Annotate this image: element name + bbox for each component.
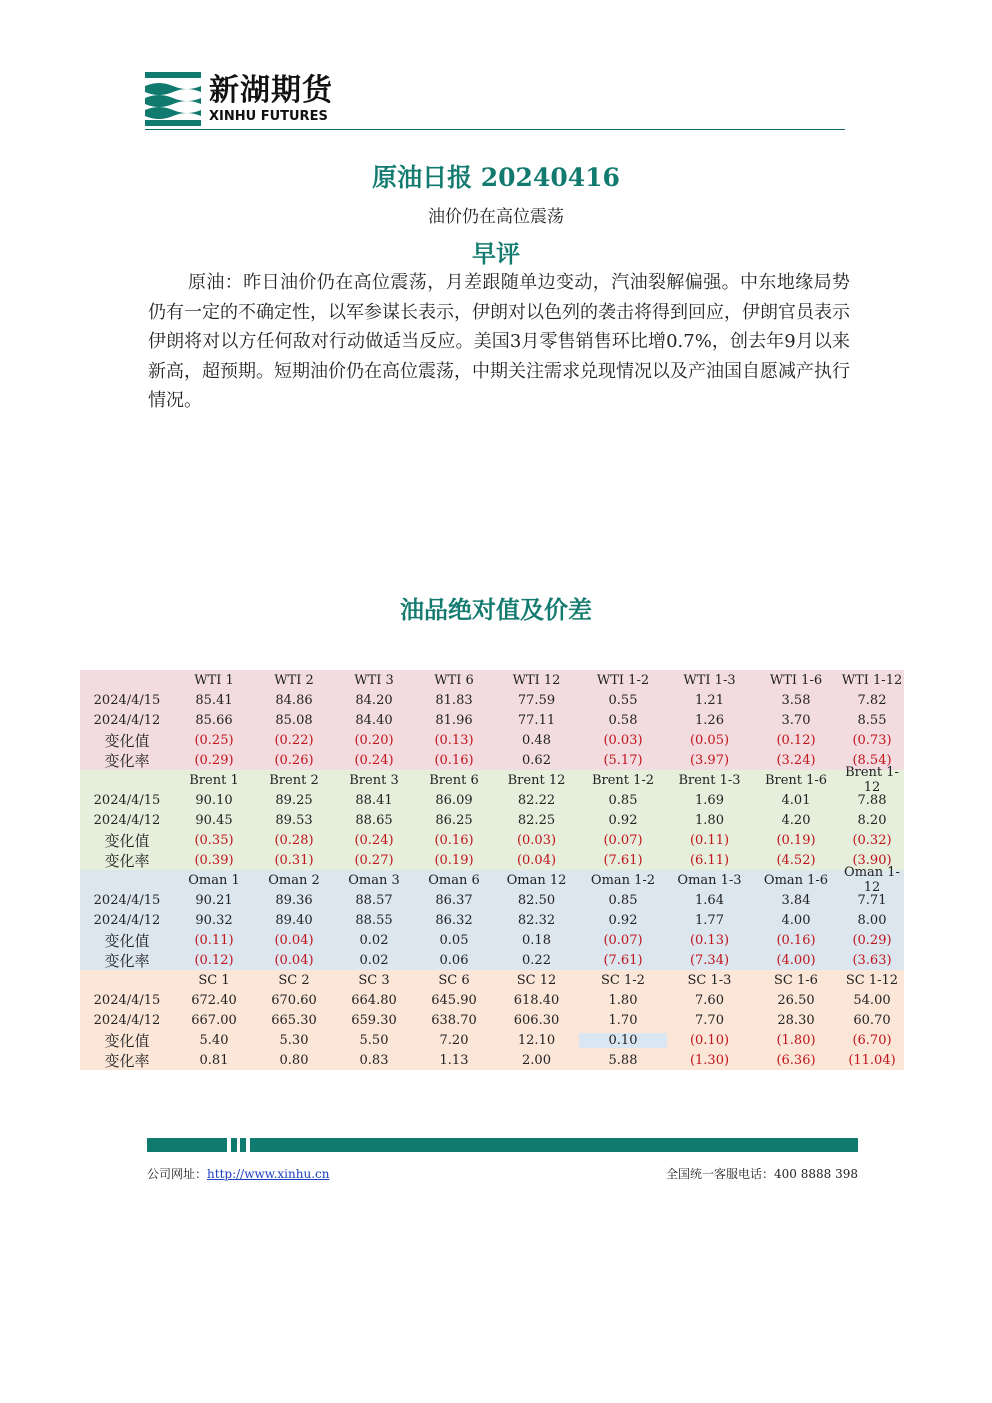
table-cell: 89.40 (275, 912, 313, 928)
table-cell: 638.70 (431, 1012, 477, 1028)
logo-chinese-name: 新湖期货 (209, 73, 333, 108)
footer-bar-mid (231, 1138, 237, 1152)
table-cell: 82.32 (517, 912, 556, 928)
table-cell: 90.32 (195, 912, 233, 928)
header-cell: Brent 1-3 (678, 772, 741, 788)
header-cell: SC 1-3 (687, 972, 732, 988)
table-row (80, 990, 904, 1010)
table-cell: 89.36 (275, 892, 313, 908)
table-row (80, 810, 904, 830)
table-cell: 85.41 (195, 692, 233, 708)
table-cell: 5.88 (608, 1052, 638, 1068)
table-title: 油品绝对值及价差 (400, 595, 592, 624)
header-cell: Oman 1-3 (677, 872, 742, 888)
table-cell: 0.48 (522, 732, 551, 748)
table-cell: (5.17) (603, 752, 643, 768)
table-row (80, 730, 904, 750)
table-cell: 645.90 (431, 992, 477, 1008)
table-cell: 0.05 (439, 932, 469, 948)
table-block-wti (80, 670, 904, 770)
row-label: 2024/4/12 (93, 712, 161, 728)
table-cell: 86.09 (435, 792, 473, 808)
row-label: 变化率 (104, 951, 150, 970)
company-logo (145, 72, 335, 126)
table-cell: (0.04) (516, 852, 557, 868)
row-label: 2024/4/12 (93, 812, 161, 828)
table-cell: 1.70 (608, 1012, 638, 1028)
table-cell: 8.00 (857, 912, 887, 928)
header-cell: Oman 1-2 (590, 872, 656, 888)
table-cell: 54.00 (853, 992, 891, 1008)
header-divider (145, 129, 845, 130)
table-cell: 1.69 (695, 792, 724, 808)
row-label: 变化值 (104, 1031, 150, 1050)
table-cell: 28.30 (777, 1012, 815, 1028)
header-cell: Oman 3 (348, 872, 400, 888)
row-label: 变化率 (104, 851, 150, 870)
table-cell: 88.65 (355, 812, 393, 828)
table-cell: 672.40 (191, 992, 237, 1008)
table-row (80, 830, 904, 850)
table-cell: 664.80 (351, 992, 397, 1008)
table-cell: (0.20) (354, 732, 394, 748)
header-cell: WTI 6 (434, 672, 474, 688)
table-cell: 82.50 (517, 892, 556, 908)
header-cell: Brent 1-6 (764, 772, 828, 788)
table-cell: 88.55 (355, 912, 393, 928)
table-cell: (0.28) (274, 832, 314, 848)
table-cell: (0.16) (434, 832, 474, 848)
table-block-brent (80, 765, 904, 870)
table-cell: (0.12) (776, 732, 816, 748)
header-cell: WTI 1-12 (841, 672, 903, 688)
table-cell: (3.90) (852, 852, 892, 868)
table-cell: 0.62 (522, 752, 551, 768)
table-cell: (3.63) (852, 952, 892, 968)
table-cell: 7.70 (695, 1012, 724, 1028)
header-cell: SC 1-12 (845, 972, 899, 988)
table-header-row (80, 865, 904, 895)
footer-website (147, 1165, 329, 1182)
table-cell: 86.32 (435, 912, 473, 928)
commentary-paragraph: 原油：昨日油价仍在高位震荡，月差跟随单边变动，汽油裂解偏强。中东地缘局势仍有一定的不确定性，以军参谋长表示，伊朗对以色列的袭击将得到回应，伊朗官员表示伊朗将对以方任何敌对行动做适当反应。美国3月零售销售环比增0.7%，创去年9月以来新高，超预期。短期油价仍在高位震荡，中期关注需求兑现情况以及产油国自愿减产执行情况。 (148, 272, 850, 411)
row-label: 2024/4/12 (93, 912, 161, 928)
table-cell: (0.04) (274, 932, 314, 948)
table-cell: 1.21 (695, 692, 724, 708)
table-cell: 90.45 (195, 812, 233, 828)
table-cell: 5.50 (359, 1032, 389, 1048)
table-cell: (0.12) (194, 952, 234, 968)
header-cell: WTI 1-2 (596, 672, 650, 688)
table-cell: 7.71 (857, 892, 887, 908)
table-cell: (0.03) (516, 832, 557, 848)
table-cell: 2.00 (522, 1052, 551, 1068)
table-cell: 1.26 (695, 712, 724, 728)
header-cell: SC 6 (438, 972, 470, 988)
table-cell: 667.00 (191, 1012, 237, 1028)
report-subtitle: 油价仍在高位震荡 (428, 207, 564, 227)
table-cell: (0.03) (603, 732, 643, 748)
table-cell: 7.82 (857, 692, 887, 708)
website-link[interactable]: http://www.xinhu.cn (207, 1167, 330, 1181)
table-cell: 90.10 (195, 792, 233, 808)
table-cell: (0.11) (689, 832, 730, 848)
header-cell: Oman 12 (506, 872, 567, 888)
header-cell: WTI 2 (274, 672, 314, 688)
table-cell: 90.21 (195, 892, 233, 908)
row-label: 2024/4/12 (93, 1012, 161, 1028)
table-cell: 7.88 (857, 792, 887, 808)
footer-bar-right (250, 1138, 858, 1152)
table-cell: (0.35) (194, 832, 234, 848)
morning-review-heading: 早评 (472, 239, 520, 268)
table-cell: 81.83 (435, 692, 473, 708)
header-cell: SC 1 (198, 972, 230, 988)
table-cell: 77.59 (517, 692, 556, 708)
table-cell: 77.11 (517, 712, 556, 728)
table-cell: 3.58 (781, 692, 811, 708)
header-cell: Brent 12 (507, 772, 566, 788)
table-cell: 12.10 (517, 1032, 556, 1048)
table-cell: 8.20 (857, 812, 887, 828)
table-cell: 88.41 (355, 792, 393, 808)
table-cell: 84.86 (275, 692, 313, 708)
footer-hotline: 全国统一客服电话：400 8888 398 (666, 1167, 858, 1181)
table-row (80, 750, 904, 770)
table-cell: (0.22) (274, 732, 314, 748)
table-cell: (3.24) (776, 752, 816, 768)
table-cell: 4.20 (781, 812, 811, 828)
table-cell: 60.70 (853, 1012, 891, 1028)
header-cell: Oman 1-12 (844, 865, 900, 895)
table-cell: (8.54) (852, 752, 892, 768)
table-cell: 0.85 (608, 792, 638, 808)
table-cell: (6.11) (689, 852, 730, 868)
table-cell: 659.30 (351, 1012, 397, 1028)
table-cell: 0.83 (359, 1052, 389, 1068)
table-row (80, 850, 904, 870)
table-header-row (80, 765, 904, 795)
table-cell: 0.92 (608, 912, 638, 928)
table-header-row (80, 970, 904, 990)
table-cell: (0.31) (274, 852, 314, 868)
table-cell: 670.60 (271, 992, 317, 1008)
table-cell: 0.22 (522, 952, 551, 968)
table-cell: 88.57 (355, 892, 393, 908)
table-cell: 7.60 (695, 992, 724, 1008)
header-cell: Oman 2 (268, 872, 320, 888)
table-cell: (0.07) (603, 832, 643, 848)
footer-bar-mid2 (240, 1138, 246, 1152)
row-label: 变化率 (104, 1051, 150, 1070)
website-label: 公司网址： (147, 1167, 208, 1181)
table-cell: (0.73) (852, 732, 892, 748)
table-cell: 0.10 (579, 1033, 667, 1048)
table-cell: (7.34) (689, 952, 730, 968)
row-label: 变化值 (104, 931, 150, 950)
row-label: 变化率 (104, 751, 150, 770)
table-cell: 5.30 (279, 1032, 309, 1048)
table-cell: 0.06 (439, 952, 469, 968)
table-cell: 85.66 (195, 712, 233, 728)
table-cell: 89.53 (275, 812, 313, 828)
table-cell: 3.84 (781, 892, 811, 908)
table-cell: 0.81 (199, 1052, 229, 1068)
table-cell: (0.16) (434, 752, 474, 768)
table-cell: 606.30 (513, 1012, 560, 1028)
table-header-row (80, 670, 904, 690)
table-cell: 0.80 (279, 1052, 309, 1068)
table-cell: (6.70) (852, 1032, 892, 1048)
header-cell: SC 1-2 (601, 972, 645, 988)
table-cell: (0.13) (689, 932, 730, 948)
table-cell: 84.40 (355, 712, 393, 728)
table-cell: 84.20 (355, 692, 393, 708)
table-cell: 0.85 (608, 892, 638, 908)
table-cell: 26.50 (777, 992, 815, 1008)
table-cell: (6.36) (776, 1052, 816, 1068)
table-cell: 1.80 (695, 812, 724, 828)
header-cell: WTI 1 (194, 672, 234, 688)
table-cell: (0.29) (194, 752, 234, 768)
header-cell: SC 3 (358, 972, 390, 988)
table-cell: (1.80) (776, 1032, 816, 1048)
table-cell: 3.70 (781, 712, 811, 728)
table-cell: (0.39) (194, 852, 234, 868)
table-cell: 89.25 (275, 792, 313, 808)
table-cell: 618.40 (513, 992, 560, 1008)
table-cell: (7.61) (603, 952, 643, 968)
table-cell: (0.29) (852, 932, 892, 948)
table-cell: 82.25 (517, 812, 556, 828)
table-block-sc (80, 970, 904, 1070)
table-cell: (0.32) (852, 832, 892, 848)
oil-price-spread-table (80, 670, 904, 1070)
table-row (80, 950, 904, 970)
table-cell: 8.55 (857, 712, 887, 728)
table-cell: (0.05) (689, 732, 730, 748)
report-title: 原油日报 20240416 (372, 163, 620, 192)
table-cell: 665.30 (271, 1012, 317, 1028)
table-cell: 1.64 (695, 892, 724, 908)
table-cell: 5.40 (199, 1032, 229, 1048)
table-cell: 82.22 (517, 792, 556, 808)
table-cell: 4.00 (781, 912, 811, 928)
table-row (80, 910, 904, 930)
table-cell: (0.25) (194, 732, 234, 748)
table-cell: 85.08 (275, 712, 313, 728)
table-cell: 1.77 (695, 912, 724, 928)
table-cell: (1.30) (689, 1052, 730, 1068)
table-block-oman (80, 865, 904, 970)
table-row (80, 930, 904, 950)
table-row (80, 690, 904, 710)
table-cell: (0.04) (274, 952, 314, 968)
table-cell: (0.19) (434, 852, 474, 868)
header-cell: SC 12 (516, 972, 557, 988)
table-cell: (4.52) (776, 852, 816, 868)
header-cell: Oman 6 (428, 872, 480, 888)
table-cell: 0.02 (359, 932, 389, 948)
table-cell: (7.61) (603, 852, 643, 868)
row-label: 2024/4/15 (93, 992, 161, 1008)
header-cell: Brent 3 (349, 772, 399, 788)
table-cell: (0.27) (354, 852, 394, 868)
header-cell: Brent 2 (269, 772, 319, 788)
table-cell: 0.58 (608, 712, 638, 728)
table-cell: 86.25 (435, 812, 473, 828)
header-cell: WTI 3 (354, 672, 394, 688)
table-cell: 1.80 (608, 992, 638, 1008)
table-row (80, 1030, 904, 1050)
table-cell: 86.37 (435, 892, 473, 908)
table-cell: 7.20 (439, 1032, 469, 1048)
table-cell: (0.10) (689, 1032, 730, 1048)
header-cell: WTI 12 (512, 672, 561, 688)
table-cell: 0.92 (608, 812, 638, 828)
row-label: 变化值 (104, 831, 150, 850)
header-cell: Brent 1 (189, 772, 239, 788)
footer-bar-left (147, 1138, 227, 1152)
table-cell: (0.26) (274, 752, 314, 768)
header-cell: Brent 6 (429, 772, 479, 788)
header-cell: SC 1-6 (774, 972, 818, 988)
table-cell: (4.00) (776, 952, 816, 968)
header-cell: WTI 1-3 (683, 672, 736, 688)
table-cell: (0.13) (434, 732, 474, 748)
table-cell: 0.55 (608, 692, 638, 708)
table-cell: (11.04) (848, 1052, 896, 1068)
table-row (80, 1010, 904, 1030)
table-cell: (0.11) (194, 932, 234, 948)
table-row (80, 1050, 904, 1070)
table-cell: 0.02 (359, 952, 389, 968)
table-cell: (3.97) (689, 752, 730, 768)
table-cell: (0.19) (776, 832, 816, 848)
table-cell: 4.01 (781, 792, 811, 808)
table-row (80, 890, 904, 910)
header-cell: SC 2 (278, 972, 310, 988)
header-cell: WTI 1-6 (769, 672, 823, 688)
row-label: 2024/4/15 (93, 892, 161, 908)
row-label: 变化值 (104, 731, 150, 750)
header-cell: Brent 1-12 (845, 765, 899, 795)
table-cell: (0.24) (354, 752, 394, 768)
table-cell: (0.07) (603, 932, 643, 948)
table-cell: 1.13 (439, 1052, 469, 1068)
table-cell: 81.96 (435, 712, 473, 728)
logo-english-name: XINHU FUTURES (209, 109, 328, 124)
header-cell: Brent 1-2 (591, 772, 655, 788)
table-cell: (0.16) (776, 932, 816, 948)
table-row (80, 710, 904, 730)
row-label: 2024/4/15 (93, 792, 161, 808)
table-cell: 0.18 (522, 932, 551, 948)
header-cell: Oman 1 (188, 872, 240, 888)
xinhu-wave-logo-icon (145, 72, 201, 126)
table-row (80, 790, 904, 810)
header-cell: Oman 1-6 (763, 872, 829, 888)
row-label: 2024/4/15 (93, 692, 161, 708)
table-cell: (0.24) (354, 832, 394, 848)
